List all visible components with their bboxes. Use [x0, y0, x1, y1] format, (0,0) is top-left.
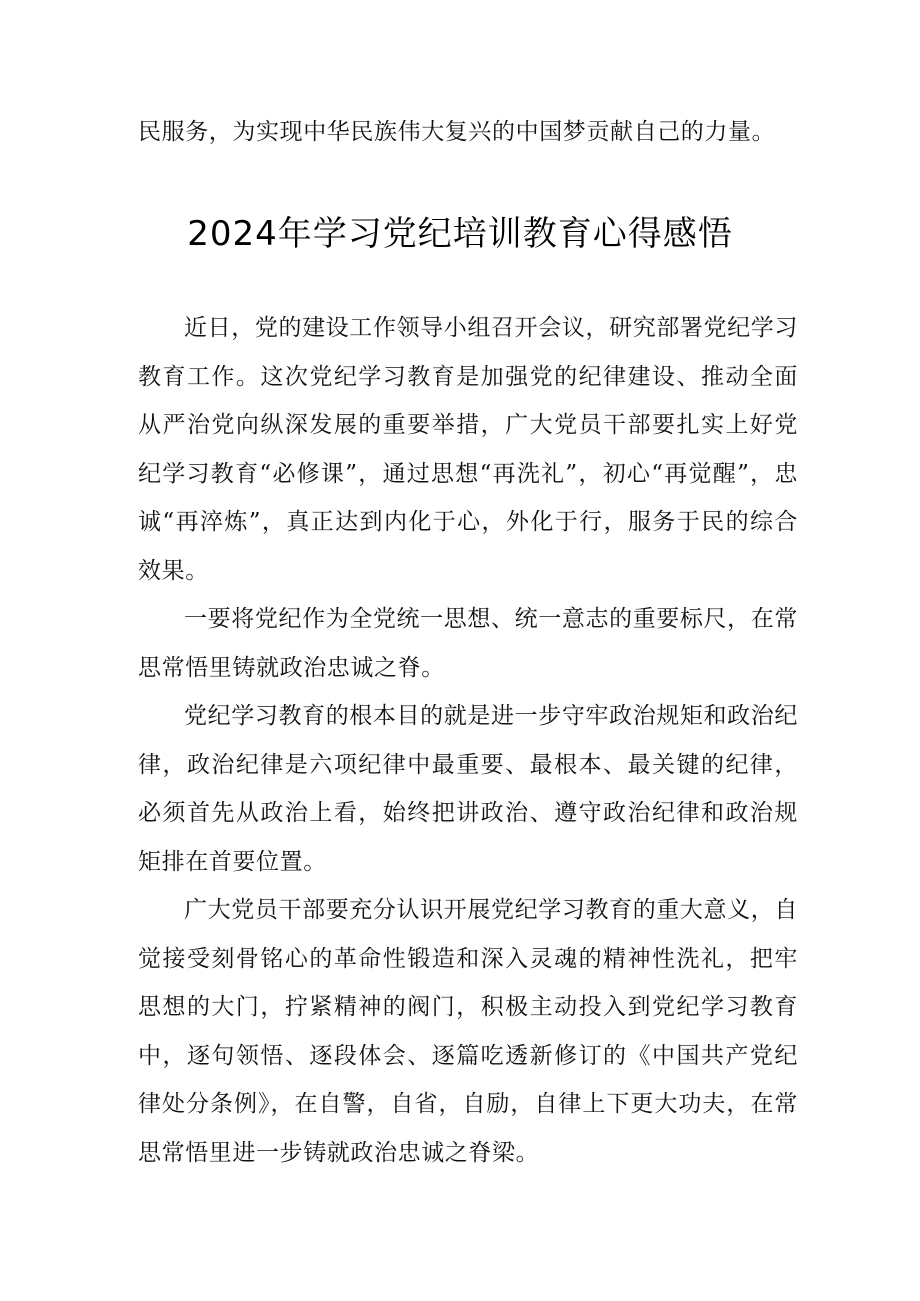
paragraph-1: 近日，党的建设工作领导小组召开会议，研究部署党纪学习教育工作。这次党纪学习教育是加强党的纪律建设、推动全面从严治党向纵深发展的重要举措，广大党员干部要扎实上好党纪学习教育“必修课”，通过思想“再洗礼”，初心“再觉醒”，忠诚“再淬炼”，真正达到内化于心，外化于行，服务于民的综合效果。	[138, 315, 798, 584]
paragraph-2: 一要将党纪作为全党统一思想、统一意志的重要标尺，在常思常悟里铸就政治忠诚之脊。	[138, 606, 798, 681]
continuation-text: 民服务，为实现中华民族伟大复兴的中国梦贡献自己的力量。	[138, 119, 776, 145]
document-body	[138, 304, 798, 1177]
paragraph-3: 党纪学习教育的根本目的就是进一步守牢政治规矩和政治纪律，政治纪律是六项纪律中最重要、最根本、最关键的纪律，必须首先从政治上看，始终把讲政治、遵守政治纪律和政治规矩排在首要位置。	[138, 703, 798, 875]
paragraph-4: 广大党员干部要充分认识开展党纪学习教育的重大意义，自觉接受刻骨铭心的革命性锻造和深入灵魂的精神性洗礼，把牢思想的大门，拧紧精神的阀门，积极主动投入到党纪学习教育中，逐句领悟、逐段体会、逐篇吃透新修订的《中国共产党纪律处分条例》，在自警，自省，自励，自律上下更大功夫，在常思常悟里进一步铸就政治忠诚之脊梁。	[138, 897, 798, 1166]
document-title: 2024年学习党纪培训教育心得感悟	[187, 214, 733, 254]
